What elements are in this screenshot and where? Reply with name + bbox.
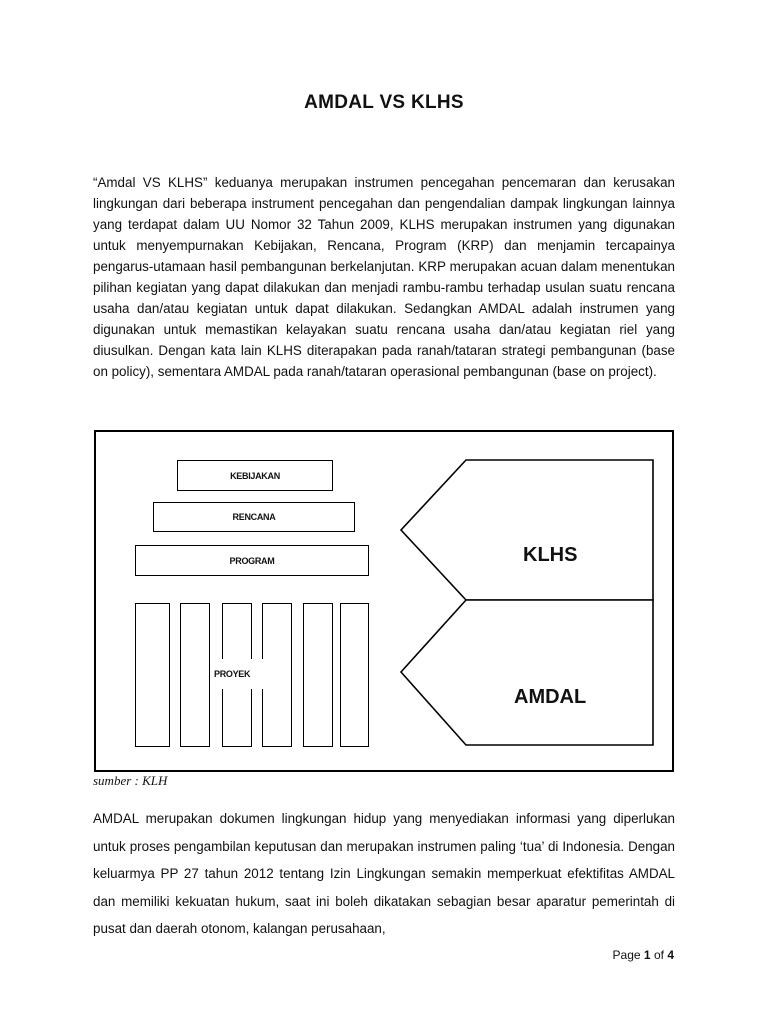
- of-word: of: [653, 948, 664, 962]
- proyek-label: PROYEK: [210, 659, 290, 689]
- klhs-label: KLHS: [523, 544, 578, 566]
- klhs-pentagon: [401, 460, 653, 600]
- amdal-label: AMDAL: [514, 686, 587, 708]
- page-title: AMDAL VS KLHS: [304, 92, 464, 113]
- klhs-amdal-shapes: [94, 430, 674, 772]
- page-word: Page: [612, 948, 641, 962]
- klhs-amdal-diagram: [94, 430, 674, 772]
- intro-paragraph: “Amdal VS KLHS” keduanya merupakan instrumen pencegahan pencemaran dan kerusakan lingkungan dari beberapa instrument pencegahan dan pengendalian dampak lingkungan lainnya yang terdapat dalam UU Nomor 32 Tahun 2009, KLHS merupakan instrumen yang digunakan untuk menyempurnakan Kebijakan, Rencana, Program (KRP) dan menjamin tercapainya pengarus-utamaan hasil pembangunan berkelanjutan. KRP merupakan acuan dalam menentukan pilihan kegiatan yang dapat dilakukan dan menjadi rambu-rambu terhadap usulan suatu rencana usaha dan/atau kegiatan untuk dapat dilakukan. Sedangkan AMDAL adalah instrumen yang digunakan untuk memastikan kelayakan suatu rencana usaha dan/atau kegiatan riel yang diusulkan. Dengan kata lain KLHS diterapakan pada ranah/tataran strategi pembangunan (base on policy), sementara AMDAL pada ranah/tataran operasional pembangunan (base on project).: [93, 175, 675, 379]
- page-current: 1: [643, 948, 651, 962]
- page-number: [613, 948, 674, 962]
- body-paragraph: AMDAL merupakan dokumen lingkungan hidup yang menyediakan informasi yang diperlukan untuk proses pengambilan keputusan dan merupakan instrumen paling ‘tua’ di Indonesia. Dengan keluarmya PP 27 tahun 2012 tentang Izin Lingkungan semakin memperkuat efektifitas AMDAL dan memiliki kekuatan hukum, saat ini boleh dikatakan sebagian besar aparatur pemerintah di pusat dan daerah otonom, kalangan perusahaan,: [93, 811, 675, 936]
- kebijakan-box: KEBIJAKAN: [177, 460, 333, 491]
- amdal-pentagon: [401, 600, 653, 745]
- program-box: PROGRAM: [135, 545, 369, 576]
- figure-caption: sumber : KLH: [93, 773, 168, 788]
- rencana-box: RENCANA: [153, 502, 355, 532]
- page-total: 4: [667, 948, 674, 962]
